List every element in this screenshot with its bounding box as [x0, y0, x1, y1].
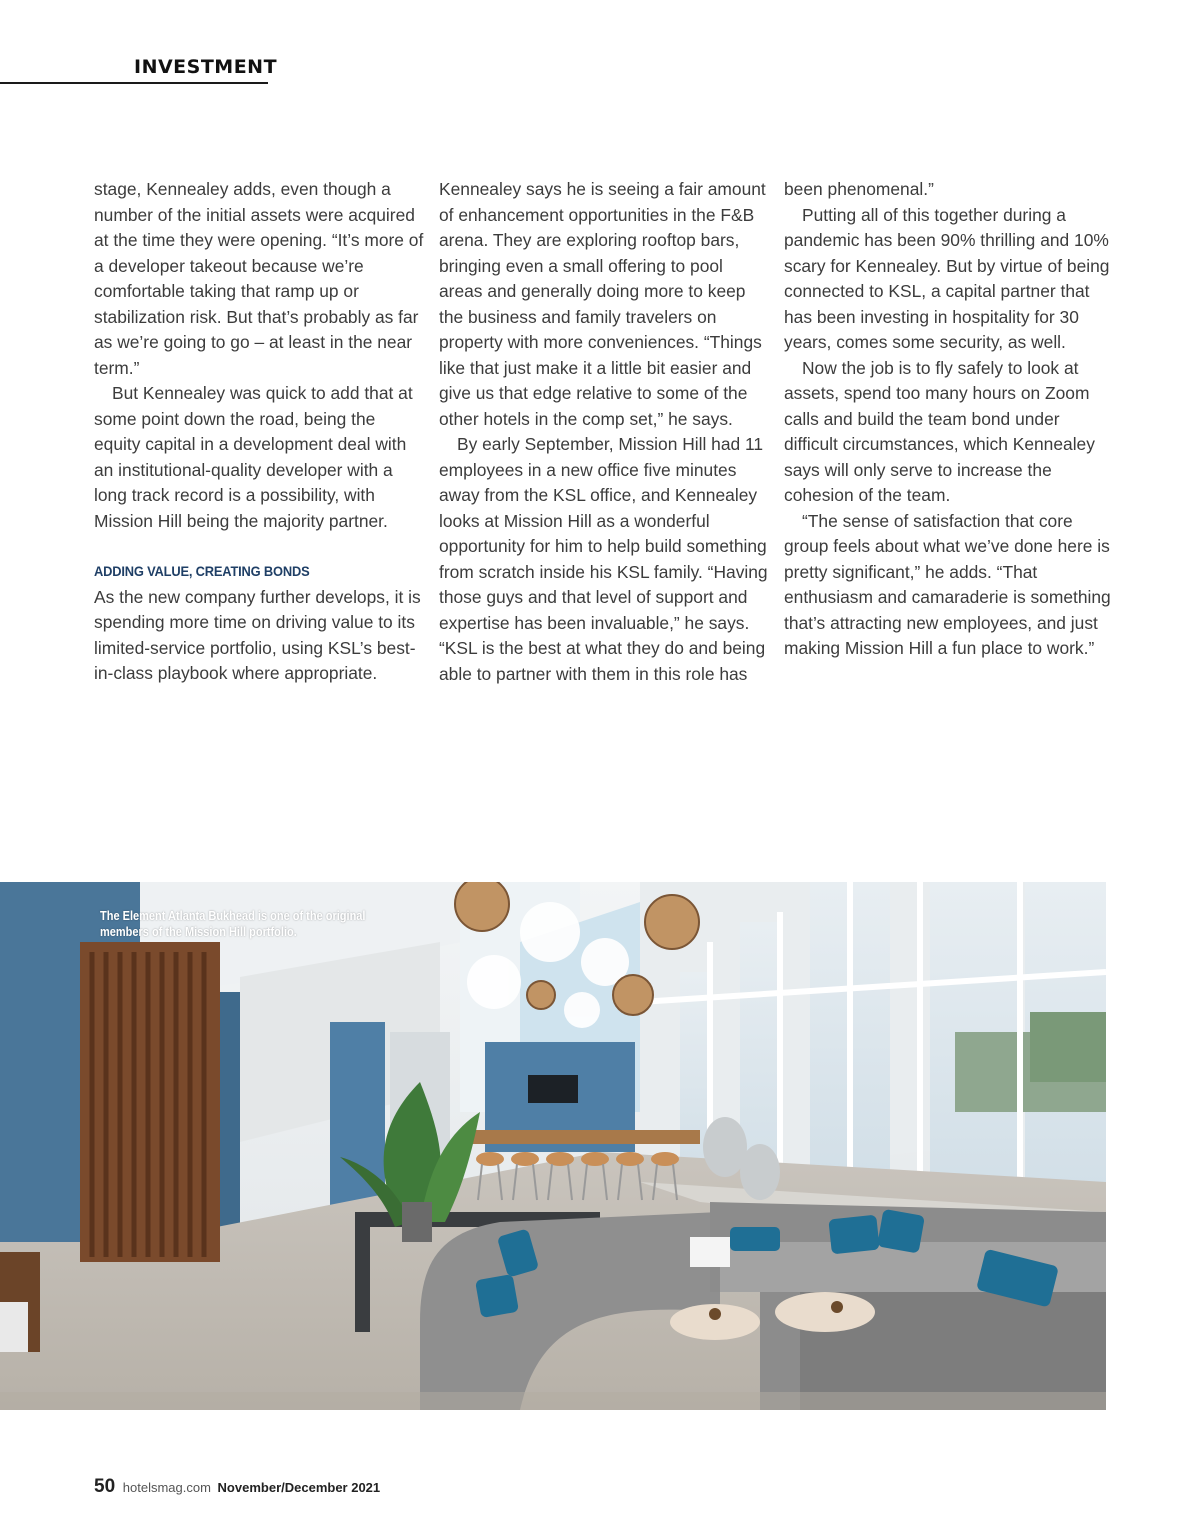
- photo-caption: The Element Atlanta Bukhead is one of the original members of the Mission Hill portfolio.: [100, 909, 366, 939]
- article-column-1: [94, 177, 424, 687]
- hotel-lobby-photo: [0, 882, 1106, 1410]
- paragraph: “The sense of satisfaction that core group feels about what we’ve done here is pretty significant,” he adds. “That enthusiasm and camaraderie is something that’s attracting new employees, and just making Mission Hill a fun place to work.”: [784, 510, 1111, 658]
- paragraph: stage, Kennealey adds, even though a number of the initial assets were acquired at the time they were opening. “It’s more of a developer takeout because we’re comfortable taking that ramp up or stabilization risk. But that’s probably as far as we’re going to go – at least in the near term.”: [94, 179, 424, 378]
- article-column-2: [439, 177, 769, 687]
- paragraph: been phenomenal.”: [784, 179, 934, 199]
- page-number: 50: [94, 1476, 116, 1497]
- article-column-3: [784, 177, 1114, 662]
- paragraph: Now the job is to fly safely to look at assets, spend too many hours on Zoom calls and build the team bond under difficult circumstances, which Kennealey says will only serve to increase the cohesion of the team.: [784, 357, 1095, 505]
- page-footer: [94, 1476, 380, 1498]
- section-label: INVESTMENT: [134, 56, 278, 78]
- lobby-illustration: [0, 882, 1106, 1410]
- paragraph: But Kennealey was quick to add that at some point down the road, being the equity capital in a development deal with an institutional-quality developer with a long track record is a possibility, with Mission Hill being the majority partner.: [94, 383, 413, 531]
- section-rule: [0, 82, 268, 84]
- subheading: ADDING VALUE, CREATING BONDS: [94, 563, 310, 579]
- paragraph: Putting all of this together during a pandemic has been 90% thrilling and 10% scary for Kennealey. But by virtue of being connected to KSL, a capital partner that has been investing in hospitality for 30 years, comes some security, as well.: [784, 204, 1110, 352]
- footer-issue: November/December 2021: [217, 1480, 381, 1495]
- paragraph: Kennealey says he is seeing a fair amount of enhancement opportunities in the F&B arena. They are exploring rooftop bars, bringing even a small offering to pool areas and generally doing more to keep the business and family travelers on property with more conveniences. “Things like that just make it a little bit easier and give us that edge relative to some of the other hotels in the comp set,” he says.: [439, 179, 766, 429]
- paragraph: As the new company further develops, it is spending more time on driving value to its limited-service portfolio, using KSL’s best-in-class playbook where appropriate.: [94, 586, 421, 683]
- paragraph: By early September, Mission Hill had 11 employees in a new office five minutes away from the KSL office, and Kennealey looks at Mission Hill as a wonderful opportunity for him to help build something from scratch inside his KSL family. “Having those guys and that level of support and expertise has been invaluable,” he says. “KSL is the best at what they do and being able to partner with them in this role has: [439, 434, 768, 684]
- footer-site: hotelsmag.com: [122, 1480, 211, 1495]
